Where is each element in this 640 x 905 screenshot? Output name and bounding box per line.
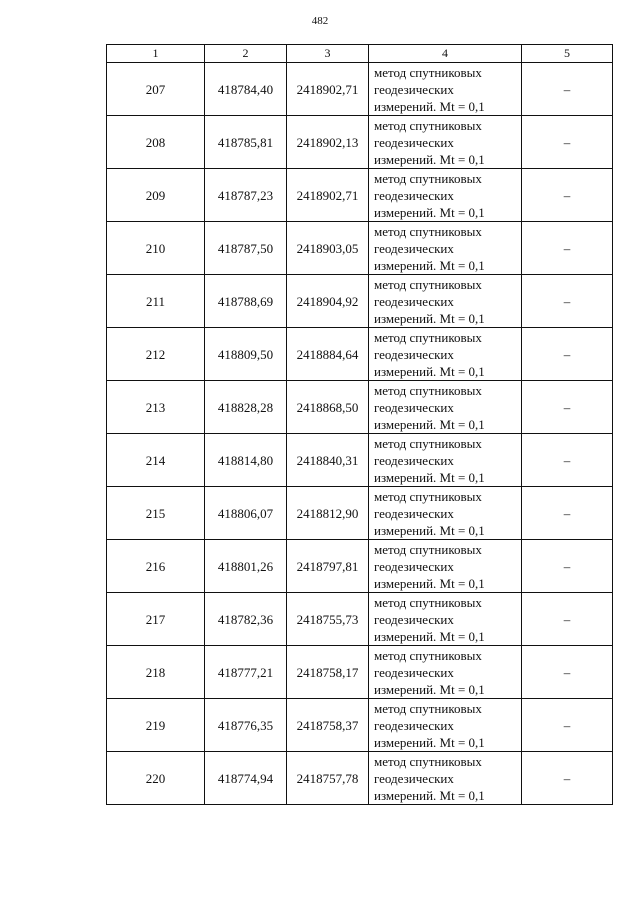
- table-row: [107, 116, 613, 169]
- method-text-line: метод спутниковых: [374, 117, 482, 133]
- y-coordinate-cell: 2418840,31: [287, 434, 369, 487]
- column-header-1: 1: [107, 45, 205, 63]
- method-cell: [369, 222, 522, 275]
- method-text-line: метод спутниковых: [374, 64, 482, 80]
- y-coordinate-cell: 2418884,64: [287, 328, 369, 381]
- column-header-5: 5: [522, 45, 613, 63]
- table-body: [107, 45, 613, 805]
- method-text-line: метод спутниковых: [374, 276, 482, 292]
- method-text-line: метод спутниковых: [374, 700, 482, 716]
- method-cell: [369, 169, 522, 222]
- method-text-line: измерений. Mt = 0,1: [374, 363, 485, 379]
- point-number-cell: 214: [107, 434, 205, 487]
- point-number-cell: 216: [107, 540, 205, 593]
- table-row: [107, 328, 613, 381]
- x-coordinate-cell: 418776,35: [205, 699, 287, 752]
- y-coordinate-cell: 2418758,37: [287, 699, 369, 752]
- point-number-cell: 218: [107, 646, 205, 699]
- method-cell: [369, 275, 522, 328]
- method-text-line: метод спутниковых: [374, 647, 482, 663]
- method-text-line: измерений. Mt = 0,1: [374, 310, 485, 326]
- method-text-line: геодезических: [374, 505, 454, 521]
- method-text-line: измерений. Mt = 0,1: [374, 416, 485, 432]
- table-row: [107, 381, 613, 434]
- table-row: [107, 222, 613, 275]
- method-cell: [369, 646, 522, 699]
- table-row: [107, 646, 613, 699]
- note-cell: –: [522, 63, 613, 116]
- point-number-cell: 209: [107, 169, 205, 222]
- method-cell: [369, 328, 522, 381]
- method-text-line: измерений. Mt = 0,1: [374, 522, 485, 538]
- y-coordinate-cell: 2418755,73: [287, 593, 369, 646]
- y-coordinate-cell: 2418758,17: [287, 646, 369, 699]
- note-cell: –: [522, 275, 613, 328]
- method-text-line: геодезических: [374, 346, 454, 362]
- method-text-line: метод спутниковых: [374, 594, 482, 610]
- method-text-line: измерений. Mt = 0,1: [374, 787, 485, 803]
- method-text-line: измерений. Mt = 0,1: [374, 98, 485, 114]
- x-coordinate-cell: 418809,50: [205, 328, 287, 381]
- point-number-cell: 212: [107, 328, 205, 381]
- x-coordinate-cell: 418774,94: [205, 752, 287, 805]
- table-row: [107, 699, 613, 752]
- method-cell: [369, 752, 522, 805]
- x-coordinate-cell: 418788,69: [205, 275, 287, 328]
- point-number-cell: 210: [107, 222, 205, 275]
- point-number-cell: 207: [107, 63, 205, 116]
- point-number-cell: 208: [107, 116, 205, 169]
- y-coordinate-cell: 2418903,05: [287, 222, 369, 275]
- note-cell: –: [522, 381, 613, 434]
- column-header-4: 4: [369, 45, 522, 63]
- method-text-line: геодезических: [374, 717, 454, 733]
- method-text-line: метод спутниковых: [374, 382, 482, 398]
- note-cell: –: [522, 328, 613, 381]
- table-row: [107, 434, 613, 487]
- method-text-line: измерений. Mt = 0,1: [374, 681, 485, 697]
- method-text-line: метод спутниковых: [374, 488, 482, 504]
- page-number: 482: [311, 15, 329, 27]
- note-cell: –: [522, 593, 613, 646]
- point-number-cell: 220: [107, 752, 205, 805]
- method-text-line: метод спутниковых: [374, 541, 482, 557]
- y-coordinate-cell: 2418797,81: [287, 540, 369, 593]
- point-number-cell: 219: [107, 699, 205, 752]
- coordinates-table: [106, 44, 613, 805]
- method-text-line: метод спутниковых: [374, 329, 482, 345]
- method-text-line: измерений. Mt = 0,1: [374, 575, 485, 591]
- method-text-line: измерений. Mt = 0,1: [374, 204, 485, 220]
- y-coordinate-cell: 2418757,78: [287, 752, 369, 805]
- y-coordinate-cell: 2418902,71: [287, 63, 369, 116]
- x-coordinate-cell: 418787,23: [205, 169, 287, 222]
- method-text-line: измерений. Mt = 0,1: [374, 257, 485, 273]
- table-row: [107, 752, 613, 805]
- method-text-line: измерений. Mt = 0,1: [374, 469, 485, 485]
- note-cell: –: [522, 434, 613, 487]
- x-coordinate-cell: 418787,50: [205, 222, 287, 275]
- table-row: [107, 169, 613, 222]
- x-coordinate-cell: 418801,26: [205, 540, 287, 593]
- method-text-line: геодезических: [374, 293, 454, 309]
- x-coordinate-cell: 418782,36: [205, 593, 287, 646]
- method-cell: [369, 540, 522, 593]
- method-text-line: метод спутниковых: [374, 435, 482, 451]
- note-cell: –: [522, 646, 613, 699]
- method-text-line: геодезических: [374, 664, 454, 680]
- column-header-2: 2: [205, 45, 287, 63]
- note-cell: –: [522, 116, 613, 169]
- method-text-line: геодезических: [374, 187, 454, 203]
- x-coordinate-cell: 418784,40: [205, 63, 287, 116]
- x-coordinate-cell: 418785,81: [205, 116, 287, 169]
- method-text-line: метод спутниковых: [374, 223, 482, 239]
- method-cell: [369, 699, 522, 752]
- x-coordinate-cell: 418828,28: [205, 381, 287, 434]
- y-coordinate-cell: 2418904,92: [287, 275, 369, 328]
- method-text-line: геодезических: [374, 452, 454, 468]
- method-cell: [369, 116, 522, 169]
- table-row: [107, 540, 613, 593]
- method-text-line: измерений. Mt = 0,1: [374, 151, 485, 167]
- note-cell: –: [522, 169, 613, 222]
- note-cell: –: [522, 487, 613, 540]
- method-text-line: метод спутниковых: [374, 170, 482, 186]
- method-text-line: геодезических: [374, 81, 454, 97]
- method-text-line: измерений. Mt = 0,1: [374, 734, 485, 750]
- method-cell: [369, 593, 522, 646]
- method-text-line: измерений. Mt = 0,1: [374, 628, 485, 644]
- method-text-line: геодезических: [374, 240, 454, 256]
- method-cell: [369, 487, 522, 540]
- method-cell: [369, 63, 522, 116]
- table-row: [107, 275, 613, 328]
- x-coordinate-cell: 418814,80: [205, 434, 287, 487]
- method-text-line: геодезических: [374, 611, 454, 627]
- method-text-line: метод спутниковых: [374, 753, 482, 769]
- note-cell: –: [522, 540, 613, 593]
- method-text-line: геодезических: [374, 134, 454, 150]
- table-row: [107, 593, 613, 646]
- note-cell: –: [522, 222, 613, 275]
- y-coordinate-cell: 2418902,71: [287, 169, 369, 222]
- header-row: [107, 45, 613, 63]
- method-text-line: геодезических: [374, 558, 454, 574]
- method-cell: [369, 434, 522, 487]
- table-row: [107, 63, 613, 116]
- note-cell: –: [522, 699, 613, 752]
- y-coordinate-cell: 2418868,50: [287, 381, 369, 434]
- point-number-cell: 215: [107, 487, 205, 540]
- method-text-line: геодезических: [374, 399, 454, 415]
- method-cell: [369, 381, 522, 434]
- x-coordinate-cell: 418806,07: [205, 487, 287, 540]
- column-header-3: 3: [287, 45, 369, 63]
- point-number-cell: 211: [107, 275, 205, 328]
- table-row: [107, 487, 613, 540]
- y-coordinate-cell: 2418812,90: [287, 487, 369, 540]
- note-cell: –: [522, 752, 613, 805]
- x-coordinate-cell: 418777,21: [205, 646, 287, 699]
- point-number-cell: 213: [107, 381, 205, 434]
- method-text-line: геодезических: [374, 770, 454, 786]
- point-number-cell: 217: [107, 593, 205, 646]
- y-coordinate-cell: 2418902,13: [287, 116, 369, 169]
